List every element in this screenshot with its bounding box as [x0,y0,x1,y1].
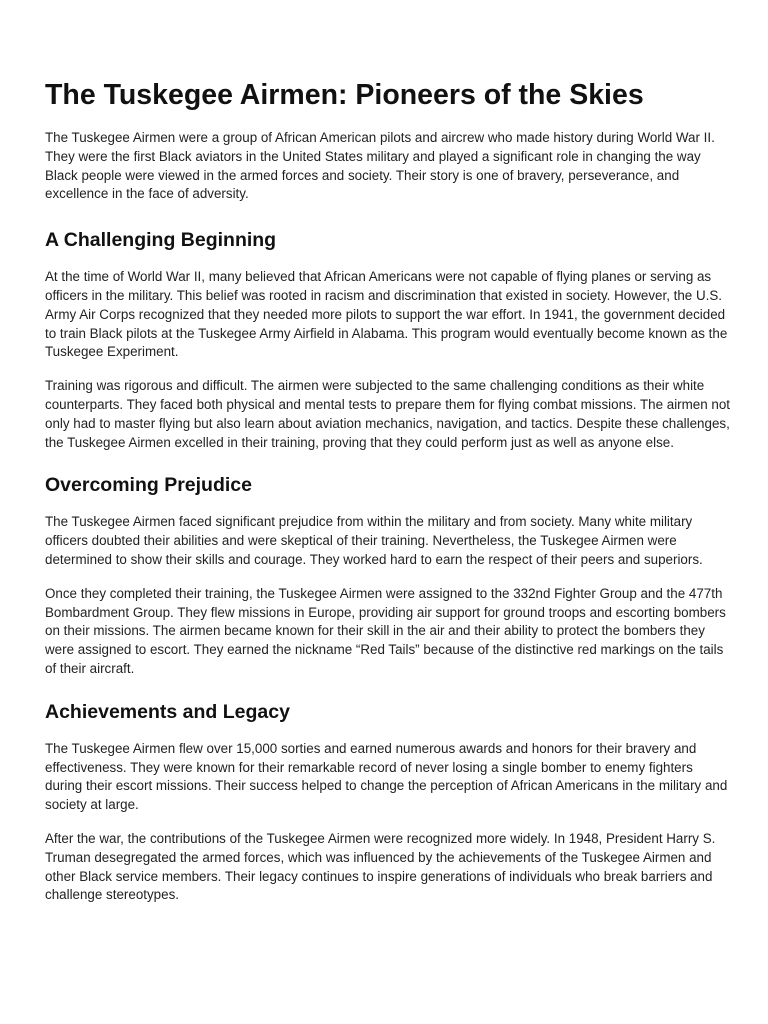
section-heading: Achievements and Legacy [45,700,290,723]
section-heading: Overcoming Prejudice [45,474,252,497]
section-paragraph: The Tuskegee Airmen faced significant prejudice from within the military and from society. Many white military officers doubted their abilities and were skeptical of their training. Nevertheless, the Tuskegee Airmen were determined to show their skills and courage. They worked hard to earn the respect of their peers and superiors. [45,514,703,567]
section-paragraph: After the war, the contributions of the Tuskegee Airmen were recognized more widely. In 1948, President Harry S. Truman desegregated the armed forces, which was influenced by the achievements of the Tuskegee Airmen and other Black service members. Their legacy continues to inspire generations of individuals who break barriers and challenge stereotypes. [45,830,716,903]
document-page [45,78,730,920]
section-paragraph: Training was rigorous and difficult. The airmen were subjected to the same challenging conditions as their white counterparts. They faced both physical and mental tests to prepare them for flying combat missions. The airmen not only had to master flying but also learn about aviation mechanics, navigation, and tactics. Despite these challenges, the Tuskegee Airmen excelled in their training, proving that they could perform just as well as anyone else. [45,378,731,450]
page-title: The Tuskegee Airmen: Pioneers of the Skies [45,79,644,111]
section-achievements-legacy [45,700,730,905]
section-overcoming-prejudice [45,473,730,678]
intro-paragraph: The Tuskegee Airmen were a group of African American pilots and aircrew who made history during World War II. They were the first Black aviators in the United States military and played a significant role in changing the way Black people were viewed in the armed forces and society. Their story is one of bravery, perseverance, and excellence in the face of adversity. [45,130,715,202]
section-paragraph: The Tuskegee Airmen flew over 15,000 sorties and earned numerous awards and honors for their bravery and effectiveness. They were known for their remarkable record of never losing a single bomber to enemy fighters during their escort missions. Their success helped to change the perception of African Americans in the military and society at large. [45,740,728,813]
section-paragraph: At the time of World War II, many believed that African Americans were not capable of flying planes or serving as officers in the military. This belief was rooted in racism and discrimination that existed in society. However, the U.S. Army Air Corps recognized that they needed more pilots to support the war effort. In 1941, the government decided to train Black pilots at the Tuskegee Army Airfield in Alabama. This program would eventually become known as the Tuskegee Experiment. [45,269,728,360]
section-paragraph: Once they completed their training, the Tuskegee Airmen were assigned to the 332nd Fighter Group and the 477th Bombardment Group. They flew missions in Europe, providing air support for ground troops and escorting bombers on their missions. The airmen became known for their skill in the air and their ability to protect the bombers they were assigned to escort. They earned the nickname “Red Tails” because of the distinctive red markings on the tails of their aircraft. [45,585,726,676]
section-heading: A Challenging Beginning [45,229,277,252]
section-challenging-beginning [45,228,730,452]
